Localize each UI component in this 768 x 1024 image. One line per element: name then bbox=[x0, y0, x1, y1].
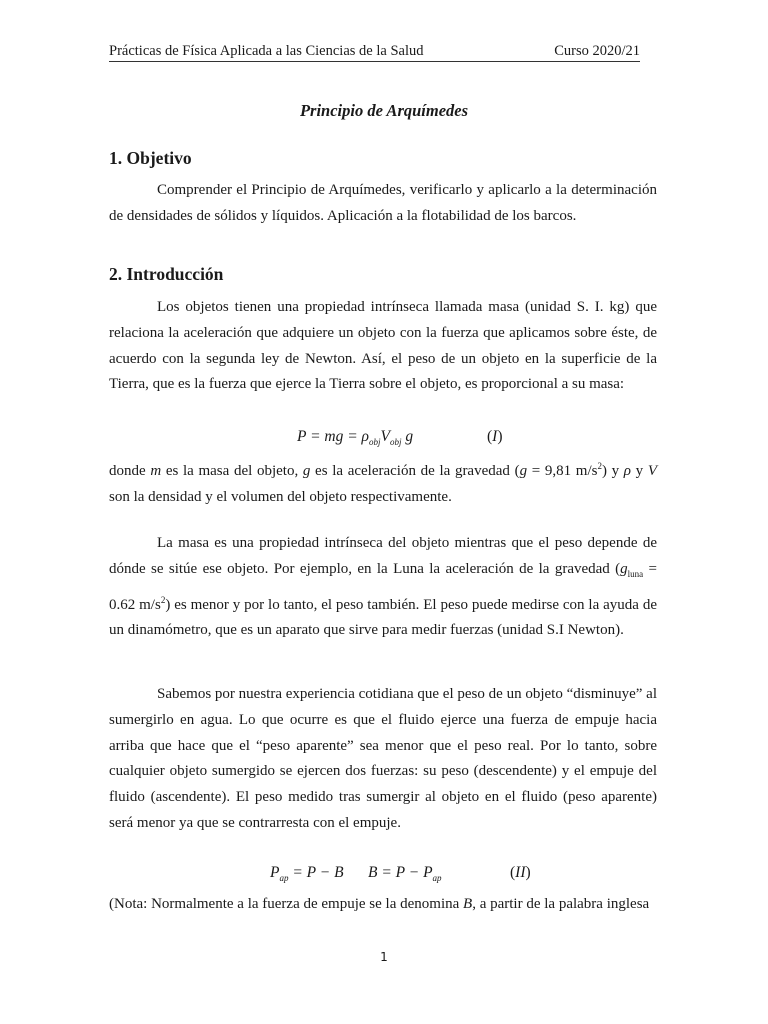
p3-text-3: ) es menor y por lo tanto, el peso también. El peso puede medirse con la ayuda de un dinamómetro, que es un aparato que sirve para medir fuerzas (unidad S.I Newton). bbox=[109, 596, 657, 639]
p5-var-B: B bbox=[463, 896, 473, 912]
eq1-volume: V bbox=[380, 428, 390, 445]
document-title: Principio de Arquímedes bbox=[299, 101, 469, 120]
running-header bbox=[109, 42, 640, 62]
p5-text-2: , a partir de la palabra inglesa bbox=[472, 896, 650, 912]
p2-var-g: g bbox=[302, 463, 311, 479]
p3-text-2: = 0.62 m/s bbox=[109, 560, 657, 613]
eq2-buoyancy: B = P − P bbox=[368, 864, 433, 881]
equation-2b bbox=[368, 864, 442, 883]
paragraph-intro-4-text: Sabemos por nuestra experiencia cotidiana que el peso de un objeto “disminuye” al sumergirlo en agua. Lo que ocurre es que el fluido ejerce una fuerza de empuje hacia arriba que hace que el “peso aparente” sea menor que el peso real. Por lo tanto, sobre cualquier objeto sumergido se ejercen dos fuerzas: su peso (descendente) y el empuje del fluido (ascendente). El peso medido tras sumergir al objeto en el fluido (peso aparente) será menor ya que se contrarresta con el empuje. bbox=[109, 686, 657, 831]
p2-var-g2: g bbox=[519, 463, 528, 479]
eq1-gravity: g bbox=[401, 428, 414, 445]
p2-text-4: = 9,81 m/s bbox=[527, 463, 598, 479]
section-heading-objetivo: 1. Objetivo bbox=[109, 148, 192, 168]
header-course-year: Curso 2020/21 bbox=[554, 43, 640, 59]
eq2-label-close: ) bbox=[525, 864, 531, 881]
eq2-sub-ap-2: ap bbox=[432, 873, 442, 884]
paragraph-intro-4 bbox=[109, 682, 657, 837]
equation-1 bbox=[297, 428, 413, 447]
eq2-sub-ap-1: ap bbox=[279, 873, 289, 884]
page-number: 1 bbox=[380, 950, 388, 964]
eq1-label-close: ) bbox=[497, 428, 503, 445]
p2-text-2: es la masa del objeto, bbox=[161, 463, 303, 479]
p3-superscript: 2 bbox=[160, 594, 166, 605]
eq1-sub-obj-2: obj bbox=[389, 437, 402, 448]
p2-superscript: 2 bbox=[597, 461, 602, 471]
equation-2a bbox=[270, 864, 344, 883]
paragraph-objetivo bbox=[109, 178, 657, 230]
p2-text-1: donde bbox=[109, 463, 151, 479]
eq1-label-open: ( bbox=[487, 428, 493, 445]
p2-text-7: son la densidad y el volumen del objeto respectivamente. bbox=[109, 488, 452, 505]
eq1-sub-obj-1: obj bbox=[369, 437, 381, 448]
p2-var-m: m bbox=[150, 463, 162, 479]
equation-2-label bbox=[510, 864, 531, 882]
paragraph-intro-1-text: Los objetos tienen una propiedad intrínseca llamada masa (unidad S. I. kg) que relaciona la aceleración que adquiere un objeto con la fuerza que aplicamos sobre éste, de acuerdo con la segunda ley de Newton. Así, el peso de un objeto en la superficie de la Tierra, que es la fuerza que ejerce la Tierra sobre el objeto, es proporcional a su masa: bbox=[109, 299, 657, 393]
p3-text-1: La masa es una propiedad intrínseca del objeto mientras que el peso depende de dónde se sitúe ese objeto. Por ejemplo, en la Luna la aceleración de la gravedad ( bbox=[109, 535, 657, 577]
p2-var-V: V bbox=[647, 463, 658, 479]
paragraph-intro-5 bbox=[109, 892, 657, 918]
eq2-papp-symbol: P bbox=[270, 864, 280, 881]
eq2-papp-rhs: = P − B bbox=[288, 864, 344, 881]
p2-text-5: ) y bbox=[601, 463, 624, 479]
p2-text-6: y bbox=[631, 463, 648, 479]
paragraph-objetivo-text: Comprender el Principio de Arquímedes, verificarlo y aplicarlo a la determinación de densidades de sólidos y líquidos. Aplicación a la flotabilidad de los barcos. bbox=[109, 182, 657, 224]
paragraph-intro-3 bbox=[109, 531, 657, 644]
eq1-lhs: P = mg = ρ bbox=[297, 428, 369, 445]
p3-subscript-luna: luna bbox=[627, 568, 644, 579]
section-heading-introduccion: 2. Introducción bbox=[109, 264, 224, 284]
paragraph-intro-1 bbox=[109, 295, 657, 398]
p3-var-g: g bbox=[620, 560, 628, 577]
p2-text-3: es la aceleración de la gravedad ( bbox=[310, 463, 520, 479]
eq2-label-numeral: II bbox=[515, 864, 526, 881]
eq2-label-open: ( bbox=[510, 864, 516, 881]
paragraph-intro-2 bbox=[109, 454, 657, 511]
p2-var-rho: ρ bbox=[623, 463, 631, 479]
equation-1-label bbox=[487, 428, 503, 446]
eq1-label-numeral: I bbox=[492, 428, 498, 445]
header-course-name: Prácticas de Física Aplicada a las Ciencias de la Salud bbox=[109, 43, 424, 59]
p5-text-1: (Nota: Normalmente a la fuerza de empuje se la denomina bbox=[109, 896, 464, 912]
